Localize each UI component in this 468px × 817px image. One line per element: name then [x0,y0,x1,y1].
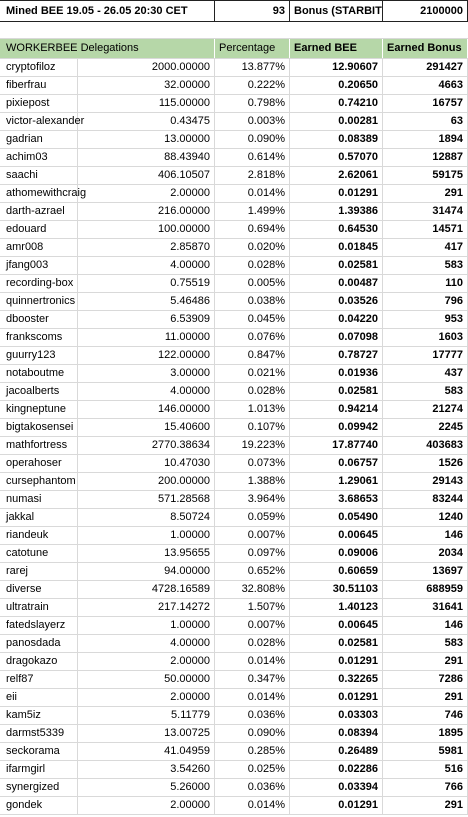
delegator-name-cell[interactable]: ultratrain [0,599,78,616]
earned-bee-cell[interactable]: 12.90607 [290,59,383,76]
earned-bee-cell[interactable]: 17.87740 [290,437,383,454]
delegated-amount-cell[interactable]: 88.43940 [78,149,215,166]
delegator-name-cell[interactable]: gadrian [0,131,78,148]
earned-bonus-cell[interactable]: 583 [383,635,468,652]
header-earned-bee[interactable]: Earned BEE [290,39,383,58]
delegated-amount-cell[interactable]: 3.00000 [78,365,215,382]
earned-bonus-cell[interactable]: 110 [383,275,468,292]
table-row [0,581,468,599]
earned-bonus-cell[interactable]: 403683 [383,437,468,454]
delegated-amount-cell[interactable]: 0.43475 [78,113,215,130]
percentage-cell[interactable]: 0.020% [215,239,290,256]
percentage-cell[interactable]: 0.073% [215,455,290,472]
earned-bonus-cell[interactable]: 16757 [383,95,468,112]
delegated-amount-cell[interactable]: 94.00000 [78,563,215,580]
earned-bonus-cell[interactable]: 2245 [383,419,468,436]
percentage-cell[interactable]: 0.798% [215,95,290,112]
table-row [0,617,468,635]
earned-bonus-cell[interactable]: 1894 [383,131,468,148]
delegator-name-cell[interactable]: pixiepost [0,95,78,112]
delegator-name-cell[interactable]: kingneptune [0,401,78,418]
table-row [0,203,468,221]
percentage-cell[interactable]: 1.499% [215,203,290,220]
summary-bonus-value-cell[interactable]: 2100000 [383,1,468,21]
percentage-cell[interactable]: 0.107% [215,419,290,436]
delegated-amount-cell[interactable]: 13.00725 [78,725,215,742]
percentage-cell[interactable]: 1.388% [215,473,290,490]
earned-bee-cell[interactable]: 0.01936 [290,365,383,382]
delegator-name-cell[interactable]: diverse [0,581,78,598]
earned-bonus-cell[interactable]: 21274 [383,401,468,418]
earned-bee-cell[interactable]: 0.08389 [290,131,383,148]
delegator-name-cell[interactable]: frankscoms [0,329,78,346]
earned-bee-cell[interactable]: 0.60659 [290,563,383,580]
earned-bee-cell[interactable]: 0.02581 [290,635,383,652]
earned-bonus-cell[interactable]: 1895 [383,725,468,742]
delegated-amount-cell[interactable]: 50.00000 [78,671,215,688]
delegator-name-cell[interactable]: dbooster [0,311,78,328]
earned-bonus-cell[interactable]: 146 [383,617,468,634]
earned-bee-cell[interactable]: 0.00281 [290,113,383,130]
percentage-cell[interactable]: 0.347% [215,671,290,688]
table-header-row [0,39,468,59]
table-row [0,185,468,203]
earned-bee-cell[interactable]: 0.01845 [290,239,383,256]
percentage-cell[interactable]: 0.090% [215,131,290,148]
delegated-amount-cell[interactable]: 3.54260 [78,761,215,778]
earned-bee-cell[interactable]: 0.20650 [290,77,383,94]
table-row [0,131,468,149]
delegator-name-cell[interactable]: saachi [0,167,78,184]
percentage-cell[interactable]: 0.028% [215,635,290,652]
delegated-amount-cell[interactable]: 4728.16589 [78,581,215,598]
percentage-cell[interactable]: 0.038% [215,293,290,310]
earned-bee-cell[interactable]: 0.03526 [290,293,383,310]
earned-bee-cell[interactable]: 0.02581 [290,257,383,274]
earned-bonus-cell[interactable]: 63 [383,113,468,130]
delegator-name-cell[interactable]: cursephantom [0,473,78,490]
delegator-name-cell[interactable]: jfang003 [0,257,78,274]
earned-bonus-cell[interactable]: 5981 [383,743,468,760]
earned-bee-cell[interactable]: 1.39386 [290,203,383,220]
percentage-cell[interactable]: 0.090% [215,725,290,742]
delegator-name-cell[interactable]: fatedslayerz [0,617,78,634]
earned-bee-cell[interactable]: 0.09006 [290,545,383,562]
earned-bonus-cell[interactable]: 14571 [383,221,468,238]
earned-bonus-cell[interactable]: 516 [383,761,468,778]
table-row [0,77,468,95]
empty-row [0,22,468,39]
earned-bonus-cell[interactable]: 2034 [383,545,468,562]
earned-bee-cell[interactable]: 0.05490 [290,509,383,526]
earned-bee-cell[interactable]: 0.26489 [290,743,383,760]
earned-bonus-cell[interactable]: 291 [383,689,468,706]
table-row [0,59,468,77]
earned-bee-cell[interactable]: 0.02286 [290,761,383,778]
delegated-amount-cell[interactable]: 4.00000 [78,257,215,274]
delegated-amount-cell[interactable]: 11.00000 [78,329,215,346]
percentage-cell[interactable]: 13.877% [215,59,290,76]
percentage-cell[interactable]: 0.025% [215,761,290,778]
table-row [0,311,468,329]
delegated-amount-cell[interactable]: 406.10507 [78,167,215,184]
earned-bee-cell[interactable]: 0.07098 [290,329,383,346]
table-row [0,383,468,401]
table-row [0,707,468,725]
percentage-cell[interactable]: 0.059% [215,509,290,526]
earned-bonus-cell[interactable]: 291427 [383,59,468,76]
delegated-amount-cell[interactable]: 2770.38634 [78,437,215,454]
percentage-cell[interactable]: 0.014% [215,653,290,670]
delegated-amount-cell[interactable]: 200.00000 [78,473,215,490]
table-row [0,329,468,347]
percentage-cell[interactable]: 0.007% [215,527,290,544]
earned-bee-cell[interactable]: 0.01291 [290,689,383,706]
table-row [0,563,468,581]
delegated-amount-cell[interactable]: 5.11779 [78,707,215,724]
delegated-amount-cell[interactable]: 115.00000 [78,95,215,112]
delegator-name-cell[interactable]: quinnertronics [0,293,78,310]
delegator-name-cell[interactable]: jakkal [0,509,78,526]
delegated-amount-cell[interactable]: 4.00000 [78,635,215,652]
earned-bee-cell[interactable]: 0.03394 [290,779,383,796]
percentage-cell[interactable]: 32.808% [215,581,290,598]
delegated-amount-cell[interactable]: 0.75519 [78,275,215,292]
earned-bee-cell[interactable]: 1.40123 [290,599,383,616]
percentage-cell[interactable]: 0.097% [215,545,290,562]
earned-bonus-cell[interactable]: 59175 [383,167,468,184]
percentage-cell[interactable]: 0.652% [215,563,290,580]
earned-bonus-cell[interactable]: 417 [383,239,468,256]
delegated-amount-cell[interactable]: 41.04959 [78,743,215,760]
percentage-cell[interactable]: 0.028% [215,383,290,400]
summary-bonus-label-cell[interactable]: Bonus (STARBIT [290,1,383,21]
earned-bonus-cell[interactable]: 291 [383,797,468,814]
table-row [0,671,468,689]
earned-bee-cell[interactable]: 0.09942 [290,419,383,436]
earned-bonus-cell[interactable]: 83244 [383,491,468,508]
earned-bee-cell[interactable]: 0.01291 [290,797,383,814]
delegator-name-cell[interactable]: athomewithcraig [0,185,78,202]
table-row [0,743,468,761]
delegator-name-cell[interactable]: riandeuk [0,527,78,544]
percentage-cell[interactable]: 0.847% [215,347,290,364]
delegated-amount-cell[interactable]: 2.00000 [78,185,215,202]
table-row [0,95,468,113]
delegator-name-cell[interactable]: mathfortress [0,437,78,454]
delegator-name-cell[interactable]: synergized [0,779,78,796]
percentage-cell[interactable]: 0.222% [215,77,290,94]
percentage-cell[interactable]: 0.694% [215,221,290,238]
earned-bee-cell[interactable]: 0.08394 [290,725,383,742]
table-row [0,401,468,419]
earned-bonus-cell[interactable]: 746 [383,707,468,724]
earned-bonus-cell[interactable]: 7286 [383,671,468,688]
earned-bee-cell[interactable]: 2.62061 [290,167,383,184]
delegated-amount-cell[interactable]: 146.00000 [78,401,215,418]
table-row [0,167,468,185]
table-row [0,761,468,779]
table-row [0,275,468,293]
delegator-name-cell[interactable]: guurry123 [0,347,78,364]
delegated-amount-cell[interactable]: 571.28568 [78,491,215,508]
delegated-amount-cell[interactable]: 4.00000 [78,383,215,400]
delegated-amount-cell[interactable]: 15.40600 [78,419,215,436]
earned-bonus-cell[interactable]: 31641 [383,599,468,616]
delegated-amount-cell[interactable]: 216.00000 [78,203,215,220]
percentage-cell[interactable]: 2.818% [215,167,290,184]
delegator-name-cell[interactable]: victor-alexander [0,113,78,130]
table-row [0,509,468,527]
percentage-cell[interactable]: 0.014% [215,185,290,202]
percentage-cell[interactable]: 0.003% [215,113,290,130]
header-earned-bonus[interactable]: Earned Bonus [383,39,468,58]
table-row [0,149,468,167]
percentage-cell[interactable]: 0.028% [215,257,290,274]
table-row [0,545,468,563]
table-row [0,293,468,311]
table-row [0,635,468,653]
delegator-name-cell[interactable]: darmst5339 [0,725,78,742]
earned-bonus-cell[interactable]: 688959 [383,581,468,598]
table-row [0,689,468,707]
percentage-cell[interactable]: 0.005% [215,275,290,292]
delegator-name-cell[interactable]: amr008 [0,239,78,256]
percentage-cell[interactable]: 0.614% [215,149,290,166]
delegated-amount-cell[interactable]: 10.47030 [78,455,215,472]
delegator-name-cell[interactable]: ifarmgirl [0,761,78,778]
delegated-amount-cell[interactable]: 6.53909 [78,311,215,328]
delegated-amount-cell[interactable]: 2.00000 [78,797,215,814]
delegator-name-cell[interactable]: jacoalberts [0,383,78,400]
earned-bonus-cell[interactable]: 953 [383,311,468,328]
delegator-name-cell[interactable]: achim03 [0,149,78,166]
delegator-name-cell[interactable]: darth-azrael [0,203,78,220]
earned-bee-cell[interactable]: 0.03303 [290,707,383,724]
earned-bee-cell[interactable]: 0.02581 [290,383,383,400]
earned-bonus-cell[interactable]: 29143 [383,473,468,490]
delegated-amount-cell[interactable]: 2.00000 [78,653,215,670]
earned-bee-cell[interactable]: 0.32265 [290,671,383,688]
percentage-cell[interactable]: 0.036% [215,779,290,796]
earned-bonus-cell[interactable]: 291 [383,653,468,670]
earned-bonus-cell[interactable]: 4663 [383,77,468,94]
earned-bee-cell[interactable]: 0.74210 [290,95,383,112]
percentage-cell[interactable]: 0.007% [215,617,290,634]
delegator-name-cell[interactable]: relf87 [0,671,78,688]
percentage-cell[interactable]: 0.021% [215,365,290,382]
earned-bee-cell[interactable]: 0.06757 [290,455,383,472]
delegator-name-cell[interactable]: fiberfrau [0,77,78,94]
delegated-amount-cell[interactable]: 32.00000 [78,77,215,94]
earned-bee-cell[interactable]: 0.00645 [290,527,383,544]
earned-bee-cell[interactable]: 1.29061 [290,473,383,490]
earned-bee-cell[interactable]: 0.64530 [290,221,383,238]
earned-bonus-cell[interactable]: 146 [383,527,468,544]
table-row [0,527,468,545]
earned-bonus-cell[interactable]: 17777 [383,347,468,364]
summary-title-cell[interactable]: Mined BEE 19.05 - 26.05 20:30 CET [0,1,215,21]
percentage-cell[interactable]: 1.013% [215,401,290,418]
delegated-amount-cell[interactable]: 1.00000 [78,617,215,634]
earned-bee-cell[interactable]: 30.51103 [290,581,383,598]
delegator-name-cell[interactable]: recording-box [0,275,78,292]
earned-bonus-cell[interactable]: 583 [383,383,468,400]
earned-bonus-cell[interactable]: 583 [383,257,468,274]
earned-bee-cell[interactable]: 0.01291 [290,185,383,202]
delegator-name-cell[interactable]: notaboutme [0,365,78,382]
table-row [0,419,468,437]
earned-bonus-cell[interactable]: 766 [383,779,468,796]
percentage-cell[interactable]: 0.036% [215,707,290,724]
table-row [0,455,468,473]
earned-bee-cell[interactable]: 0.01291 [290,653,383,670]
table-row [0,491,468,509]
earned-bonus-cell[interactable]: 291 [383,185,468,202]
delegated-amount-cell[interactable]: 13.00000 [78,131,215,148]
delegated-amount-cell[interactable]: 217.14272 [78,599,215,616]
earned-bonus-cell[interactable]: 31474 [383,203,468,220]
delegator-name-cell[interactable]: cryptofiloz [0,59,78,76]
delegator-name-cell[interactable]: eii [0,689,78,706]
delegated-amount-cell[interactable]: 122.00000 [78,347,215,364]
header-percentage[interactable]: Percentage [215,39,290,58]
earned-bonus-cell[interactable]: 1240 [383,509,468,526]
header-delegations[interactable]: WORKERBEE Delegations [0,39,215,58]
delegator-name-cell[interactable]: catotune [0,545,78,562]
percentage-cell[interactable]: 0.045% [215,311,290,328]
table-row [0,797,468,815]
percentage-cell[interactable]: 0.285% [215,743,290,760]
table-body [0,59,468,815]
table-row [0,779,468,797]
table-row [0,239,468,257]
table-row [0,473,468,491]
table-row [0,653,468,671]
delegated-amount-cell[interactable]: 5.26000 [78,779,215,796]
delegated-amount-cell[interactable]: 2.85870 [78,239,215,256]
table-row [0,437,468,455]
delegated-amount-cell[interactable]: 5.46486 [78,293,215,310]
delegated-amount-cell[interactable]: 2000.00000 [78,59,215,76]
summary-row [0,0,468,22]
table-row [0,725,468,743]
delegated-amount-cell[interactable]: 100.00000 [78,221,215,238]
table-row [0,257,468,275]
earned-bonus-cell[interactable]: 12887 [383,149,468,166]
earned-bee-cell[interactable]: 0.78727 [290,347,383,364]
earned-bonus-cell[interactable]: 437 [383,365,468,382]
earned-bee-cell[interactable]: 0.00487 [290,275,383,292]
delegator-name-cell[interactable]: panosdada [0,635,78,652]
table-row [0,599,468,617]
percentage-cell[interactable]: 3.964% [215,491,290,508]
table-row [0,221,468,239]
delegator-name-cell[interactable]: rarej [0,563,78,580]
earned-bonus-cell[interactable]: 1603 [383,329,468,346]
earned-bee-cell[interactable]: 0.57070 [290,149,383,166]
table-row [0,347,468,365]
earned-bee-cell[interactable]: 0.00645 [290,617,383,634]
earned-bonus-cell[interactable]: 796 [383,293,468,310]
earned-bee-cell[interactable]: 0.04220 [290,311,383,328]
delegator-name-cell[interactable]: bigtakosensei [0,419,78,436]
delegator-name-cell[interactable]: kam5iz [0,707,78,724]
delegator-name-cell[interactable]: seckorama [0,743,78,760]
delegated-amount-cell[interactable]: 2.00000 [78,689,215,706]
delegator-name-cell[interactable]: dragokazo [0,653,78,670]
percentage-cell[interactable]: 0.014% [215,797,290,814]
delegator-name-cell[interactable]: operahoser [0,455,78,472]
delegator-name-cell[interactable]: gondek [0,797,78,814]
delegated-amount-cell[interactable]: 13.95655 [78,545,215,562]
percentage-cell[interactable]: 1.507% [215,599,290,616]
earned-bee-cell[interactable]: 3.68653 [290,491,383,508]
percentage-cell[interactable]: 19.223% [215,437,290,454]
delegator-name-cell[interactable]: edouard [0,221,78,238]
table-row [0,113,468,131]
delegator-name-cell[interactable]: numasi [0,491,78,508]
delegated-amount-cell[interactable]: 8.50724 [78,509,215,526]
earned-bee-cell[interactable]: 0.94214 [290,401,383,418]
summary-count-cell[interactable]: 93 [215,1,290,21]
earned-bonus-cell[interactable]: 1526 [383,455,468,472]
table-row [0,365,468,383]
delegated-amount-cell[interactable]: 1.00000 [78,527,215,544]
earned-bonus-cell[interactable]: 13697 [383,563,468,580]
percentage-cell[interactable]: 0.076% [215,329,290,346]
percentage-cell[interactable]: 0.014% [215,689,290,706]
